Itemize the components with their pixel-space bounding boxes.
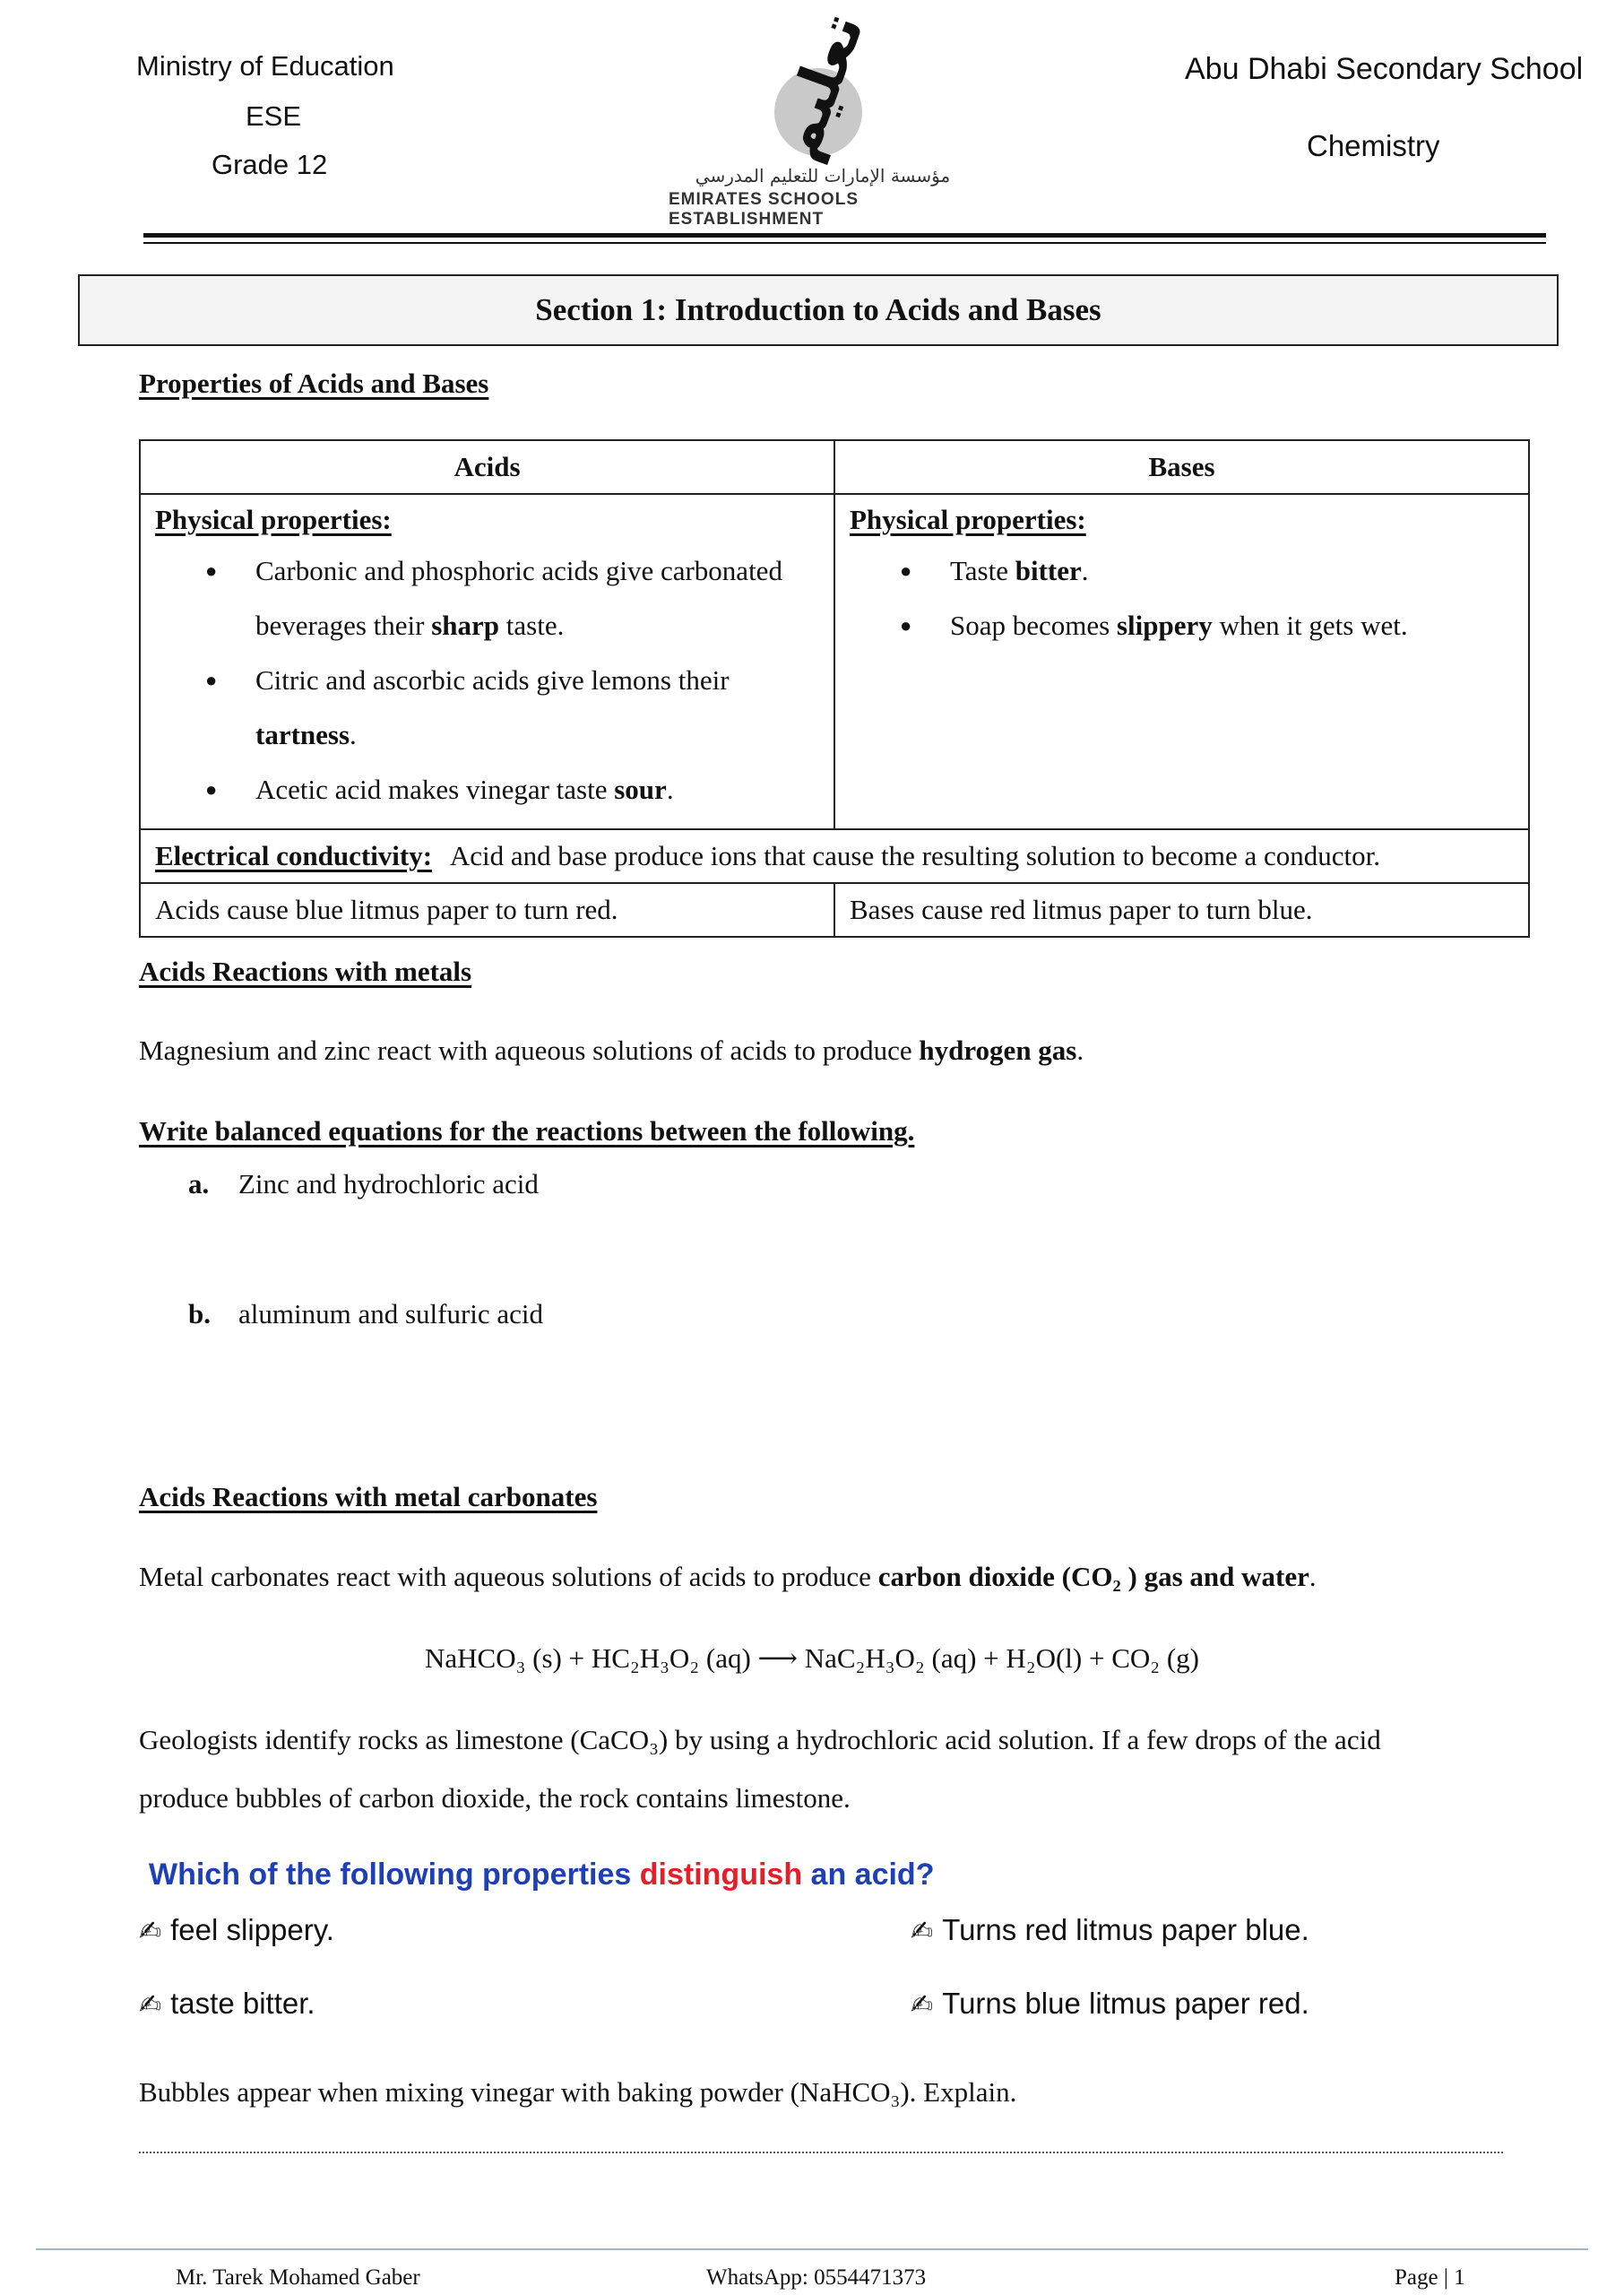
geology-line-1: Geologists identify rocks as limestone (CaCO₃) by using a hydrochloric acid solution. If a few drops of the acid: [139, 1724, 1381, 1755]
pencil-icon: ✍: [911, 1916, 934, 1947]
task-heading: Write balanced equations for the reactions between the following.: [139, 1115, 915, 1147]
properties-heading: Properties of Acids and Bases: [139, 368, 489, 399]
header-rule-thick: [143, 233, 1546, 238]
col-bases-header: Bases: [834, 440, 1529, 494]
carbonate-equation: NaHCO₃ (s) + HC₂H₃O₂ (aq) ⟶ NaC₂H₃O₂ (aq) + H₂O(l) + CO₂ (g): [425, 1642, 1199, 1674]
option-2[interactable]: ✍ Turns red litmus paper blue.: [911, 1913, 1309, 1947]
pencil-icon: ✍: [139, 1916, 162, 1947]
pencil-icon: ✍: [139, 1989, 162, 2021]
acids-item-2: ● Citric and ascorbic acids give lemons their tartness.: [155, 653, 819, 762]
bases-physical-cell: [834, 494, 1529, 829]
task-b: b. aluminum and sulfuric acid: [188, 1298, 544, 1329]
option-3[interactable]: ✍ taste bitter.: [139, 1987, 315, 2021]
bases-item-1: ● Taste bitter.: [850, 543, 1514, 598]
carbonates-text: Metal carbonates react with aqueous solutions of acids to produce carbon dioxide (CO₂ ) gas and water.: [139, 1561, 1317, 1592]
footer-whatsapp: WhatsApp: 0554471373: [706, 2265, 927, 2290]
col-acids-header: Acids: [140, 440, 834, 494]
task-a: a. Zinc and hydrochloric acid: [188, 1168, 539, 1199]
bases-item-2: ● Soap becomes slippery when it gets wet.: [850, 598, 1514, 653]
acids-physical-cell: [140, 494, 834, 829]
footer-rule: [36, 2248, 1588, 2250]
litmus-acids-cell: Acids cause blue litmus paper to turn red.: [140, 883, 834, 937]
properties-table: [139, 439, 1530, 938]
option-4[interactable]: ✍ Turns blue litmus paper red.: [911, 1987, 1309, 2021]
header-left-line-3: Grade 12: [212, 149, 328, 180]
section-title: Section 1: Introduction to Acids and Bases: [78, 274, 1559, 346]
header-rule-thin: [143, 242, 1546, 244]
acids-item-1: ● Carbonic and phosphoric acids give carbonated beverages their sharp taste.: [155, 543, 819, 653]
conductivity-label: Electrical conductivity:: [155, 840, 433, 871]
header-left-line-2: ESE: [246, 100, 302, 132]
acids-item-3: ● Acetic acid makes vinegar taste sour.: [155, 762, 819, 817]
answer-line[interactable]: [139, 2152, 1503, 2153]
conductivity-row: [140, 829, 1529, 883]
logo-arabic-word: تعليم: [761, 4, 877, 169]
footer-author: Mr. Tarek Mohamed Gaber: [176, 2265, 420, 2290]
footer-page-number: Page | 1: [1395, 2265, 1465, 2290]
logo-english-name: EMIRATES SCHOOLS ESTABLISHMENT: [669, 190, 859, 229]
question-text: Which of the following properties distinguish an acid?: [149, 1858, 935, 1892]
subject-name: Chemistry: [1307, 129, 1440, 162]
school-name: Abu Dhabi Secondary School: [1185, 52, 1584, 86]
pencil-icon: ✍: [911, 1989, 934, 2021]
carbonates-heading: Acids Reactions with metal carbonates: [139, 1481, 598, 1512]
geology-line-2: produce bubbles of carbon dioxide, the rock contains limestone.: [139, 1782, 851, 1814]
acids-physical-label: Physical properties:: [155, 504, 392, 535]
logo-arabic-name: مؤسسة الإمارات للتعليم المدرسي: [695, 165, 951, 186]
ese-logo: [663, 4, 986, 229]
explain-prompt: Bubbles appear when mixing vinegar with baking powder (NaHCO₃). Explain.: [139, 2076, 1017, 2108]
conductivity-text: Acid and base produce ions that cause the resulting solution to become a conductor.: [449, 840, 1381, 871]
option-1[interactable]: ✍ feel slippery.: [139, 1913, 334, 1947]
bases-physical-label: Physical properties:: [850, 504, 1086, 535]
metals-text: Magnesium and zinc react with aqueous solutions of acids to produce hydrogen gas.: [139, 1035, 1084, 1066]
metals-heading: Acids Reactions with metals: [139, 956, 472, 987]
litmus-bases-cell: Bases cause red litmus paper to turn blue.: [834, 883, 1529, 937]
header-left-line-1: Ministry of Education: [136, 50, 394, 82]
